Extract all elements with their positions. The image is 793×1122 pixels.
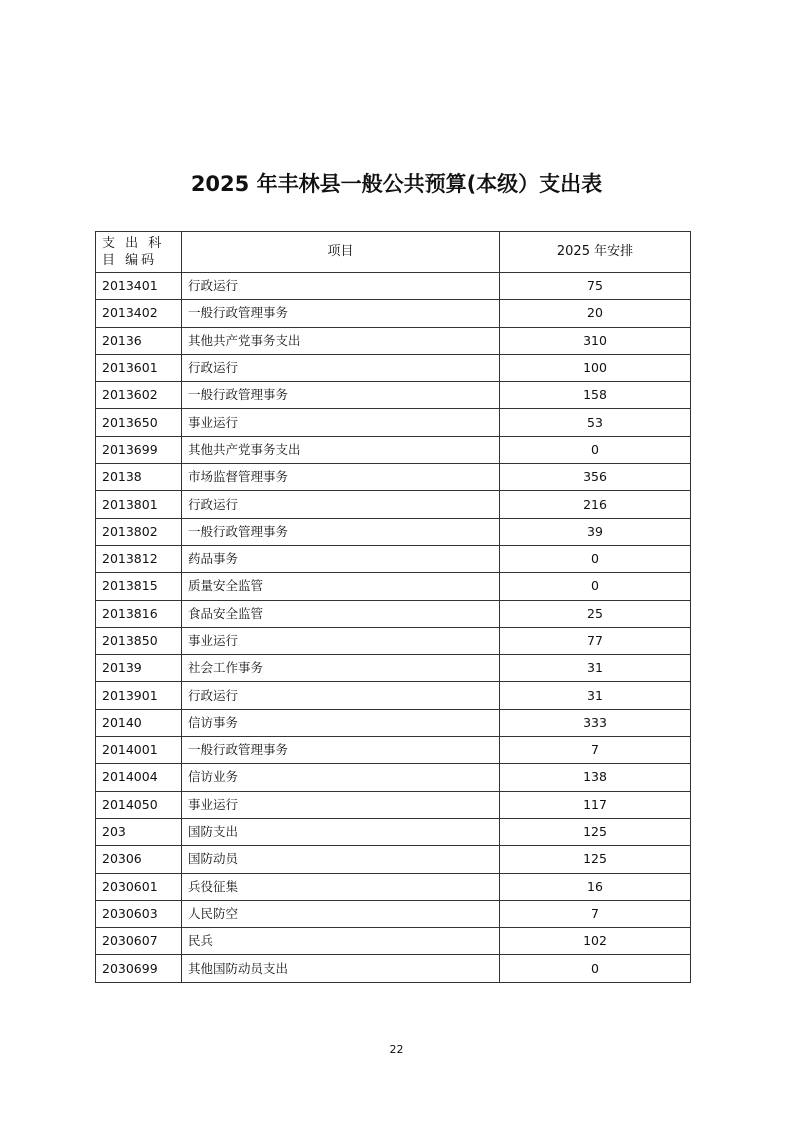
code-cell: 2013802: [96, 518, 182, 545]
code-cell: 2013650: [96, 409, 182, 436]
item-cell: 其他共产党事务支出: [182, 436, 500, 463]
amount-cell: 100: [500, 354, 691, 381]
table-row: [96, 928, 691, 955]
amount-cell: 0: [500, 545, 691, 572]
table-row: [96, 600, 691, 627]
amount-cell: 333: [500, 709, 691, 736]
table-row: [96, 682, 691, 709]
header-item: 项目: [182, 232, 500, 273]
budget-table: [95, 231, 691, 983]
table-row: [96, 464, 691, 491]
item-cell: 信访事务: [182, 709, 500, 736]
amount-cell: 7: [500, 737, 691, 764]
code-cell: 2013601: [96, 354, 182, 381]
amount-cell: 75: [500, 273, 691, 300]
table-row: [96, 518, 691, 545]
table-row: [96, 737, 691, 764]
code-cell: 20139: [96, 655, 182, 682]
amount-cell: 0: [500, 955, 691, 982]
item-cell: 一般行政管理事务: [182, 737, 500, 764]
amount-cell: 16: [500, 873, 691, 900]
item-cell: 国防动员: [182, 846, 500, 873]
code-cell: 2030699: [96, 955, 182, 982]
code-cell: 2013402: [96, 300, 182, 327]
table-row: [96, 545, 691, 572]
table-row: [96, 955, 691, 982]
amount-cell: 138: [500, 764, 691, 791]
item-cell: 事业运行: [182, 409, 500, 436]
header-code: 支 出 科 目 编码: [96, 232, 182, 273]
amount-cell: 39: [500, 518, 691, 545]
page-number: 22: [389, 1043, 404, 1056]
amount-cell: 77: [500, 627, 691, 654]
amount-cell: 117: [500, 791, 691, 818]
amount-cell: 0: [500, 573, 691, 600]
code-cell: 2013602: [96, 382, 182, 409]
item-cell: 食品安全监管: [182, 600, 500, 627]
table-row: [96, 273, 691, 300]
table-header-row: [96, 232, 691, 273]
code-cell: 2013699: [96, 436, 182, 463]
table-row: [96, 300, 691, 327]
code-cell: 2013812: [96, 545, 182, 572]
table-body: [96, 273, 691, 983]
code-cell: 2013801: [96, 491, 182, 518]
table-row: [96, 409, 691, 436]
code-cell: 2013401: [96, 273, 182, 300]
header-amount: 2025 年安排: [500, 232, 691, 273]
table-row: [96, 846, 691, 873]
item-cell: 行政运行: [182, 682, 500, 709]
code-cell: 2013850: [96, 627, 182, 654]
amount-cell: 102: [500, 928, 691, 955]
item-cell: 事业运行: [182, 791, 500, 818]
amount-cell: 310: [500, 327, 691, 354]
amount-cell: 356: [500, 464, 691, 491]
item-cell: 一般行政管理事务: [182, 382, 500, 409]
amount-cell: 7: [500, 900, 691, 927]
code-cell: 2013816: [96, 600, 182, 627]
amount-cell: 158: [500, 382, 691, 409]
table-row: [96, 873, 691, 900]
code-cell: 20138: [96, 464, 182, 491]
item-cell: 社会工作事务: [182, 655, 500, 682]
item-cell: 民兵: [182, 928, 500, 955]
item-cell: 行政运行: [182, 491, 500, 518]
table-row: [96, 354, 691, 381]
code-cell: 20140: [96, 709, 182, 736]
amount-cell: 0: [500, 436, 691, 463]
table-row: [96, 655, 691, 682]
item-cell: 兵役征集: [182, 873, 500, 900]
table-row: [96, 327, 691, 354]
amount-cell: 125: [500, 818, 691, 845]
amount-cell: 216: [500, 491, 691, 518]
item-cell: 国防支出: [182, 818, 500, 845]
amount-cell: 125: [500, 846, 691, 873]
item-cell: 一般行政管理事务: [182, 300, 500, 327]
item-cell: 市场监督管理事务: [182, 464, 500, 491]
page-title: 2025 年丰林县一般公共预算(本级）支出表: [190, 172, 603, 196]
amount-cell: 31: [500, 655, 691, 682]
code-cell: 203: [96, 818, 182, 845]
item-cell: 人民防空: [182, 900, 500, 927]
code-cell: 2030603: [96, 900, 182, 927]
table-row: [96, 491, 691, 518]
code-cell: 2014050: [96, 791, 182, 818]
item-cell: 信访业务: [182, 764, 500, 791]
table-row: [96, 436, 691, 463]
code-cell: 2030601: [96, 873, 182, 900]
table-row: [96, 627, 691, 654]
code-cell: 2013815: [96, 573, 182, 600]
table-row: [96, 900, 691, 927]
code-cell: 2030607: [96, 928, 182, 955]
table-row: [96, 573, 691, 600]
table-row: [96, 818, 691, 845]
code-cell: 2014001: [96, 737, 182, 764]
code-cell: 2013901: [96, 682, 182, 709]
item-cell: 其他国防动员支出: [182, 955, 500, 982]
item-cell: 事业运行: [182, 627, 500, 654]
item-cell: 质量安全监管: [182, 573, 500, 600]
amount-cell: 20: [500, 300, 691, 327]
table-row: [96, 382, 691, 409]
code-cell: 20136: [96, 327, 182, 354]
table-row: [96, 709, 691, 736]
item-cell: 一般行政管理事务: [182, 518, 500, 545]
item-cell: 行政运行: [182, 354, 500, 381]
table-row: [96, 791, 691, 818]
amount-cell: 53: [500, 409, 691, 436]
code-cell: 2014004: [96, 764, 182, 791]
item-cell: 其他共产党事务支出: [182, 327, 500, 354]
table-row: [96, 764, 691, 791]
amount-cell: 31: [500, 682, 691, 709]
item-cell: 药品事务: [182, 545, 500, 572]
amount-cell: 25: [500, 600, 691, 627]
item-cell: 行政运行: [182, 273, 500, 300]
code-cell: 20306: [96, 846, 182, 873]
